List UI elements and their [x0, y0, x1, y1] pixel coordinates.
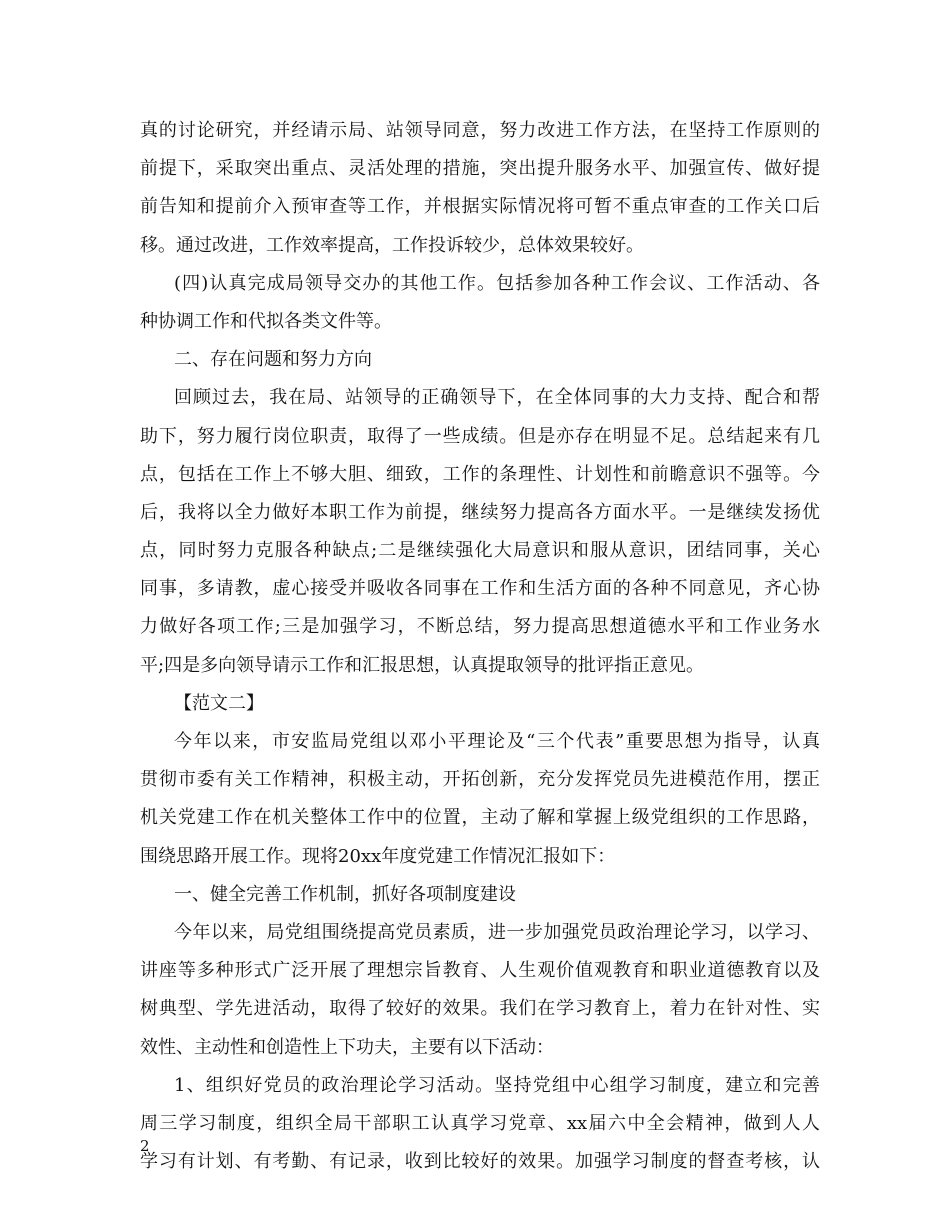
text-line: 前提下，采取突出重点、灵活处理的措施，突出提升服务水平、加强宣传、做好提	[140, 158, 820, 180]
text-line: 力做好各项工作;三是加强学习，不断总结，努力提高思想道德水平和工作业务水	[140, 616, 820, 638]
text-line: 后，我将以全力做好本职工作为前提，继续努力提高各方面水平。一是继续发扬优	[140, 501, 820, 523]
page-number: 2	[140, 1137, 150, 1155]
text-line: 1、组织好党员的政治理论学习活动。坚持党组中心组学习制度，建立和完善	[174, 1074, 820, 1096]
text-line: 平;四是多向领导请示工作和汇报思想，认真提取领导的批评指正意见。	[140, 654, 705, 676]
text-line: 移。通过改进，工作效率提高，工作投诉较少，总体效果较好。	[140, 234, 644, 256]
text-line: 回顾过去，我在局、站领导的正确领导下，在全体同事的大力支持、配合和帮	[174, 387, 820, 409]
text-line: 今年以来，市安监局党组以邓小平理论及“三个代表”重要思想为指导，认真	[174, 731, 820, 752]
text-line: 种协调工作和代拟各类文件等。	[140, 310, 392, 332]
text-line: 真的讨论研究，并经请示局、站领导同意，努力改进工作方法，在坚持工作原则的	[140, 120, 820, 141]
text-line: 助下，努力履行岗位职责，取得了一些成绩。但是亦存在明显不足。总结起来有几	[140, 425, 820, 447]
text-line: 同事，多请教，虚心接受并吸收各同事在工作和生活方面的各种不同意见，齐心协	[140, 578, 820, 600]
text-line: (四)认真完成局领导交办的其他工作。包括参加各种工作会议、工作活动、各	[174, 272, 820, 294]
text-line: 讲座等多种形式广泛开展了理想宗旨教育、人生观价值观教育和职业道德教育以及	[140, 960, 820, 982]
text-line: 一、健全完善工作机制，抓好各项制度建设	[174, 883, 516, 905]
text-line: 机关党建工作在机关整体工作中的位置，主动了解和掌握上级党组织的工作思路，	[140, 807, 820, 829]
text-line: 【范文二】	[174, 692, 264, 714]
text-line: 今年以来，局党组围绕提高党员素质，进一步加强党员政治理论学习，以学习、	[174, 921, 820, 943]
text-line: 效性、主动性和创造性上下功夫，主要有以下活动：	[140, 1036, 554, 1058]
text-line: 点，同时努力克服各种缺点;二是继续强化大局意识和服从意识，团结同事，关心	[140, 540, 820, 562]
text-line: 周三学习制度，组织全局干部职工认真学习党章、xx届六中全会精神，做到人人	[140, 1112, 820, 1134]
text-line: 点，包括在工作上不够大胆、细致，工作的条理性、计划性和前瞻意识不强等。今	[140, 463, 820, 485]
text-line: 学习有计划、有考勤、有记录，收到比较好的效果。加强学习制度的督查考核，认	[140, 1151, 820, 1173]
text-line: 树典型、学先进活动，取得了较好的效果。我们在学习教育上，着力在针对性、实	[140, 998, 820, 1020]
text-line: 前告知和提前介入预审查等工作，并根据实际情况将可暂不重点审查的工作关口后	[140, 196, 820, 218]
text-line: 围绕思路开展工作。现将20xx年度党建工作情况汇报如下：	[140, 845, 616, 867]
text-line: 贯彻市委有关工作精神，积极主动，开拓创新，充分发挥党员先进模范作用，摆正	[140, 769, 820, 791]
document-body	[140, 112, 820, 1181]
text-line: 二、存在问题和努力方向	[174, 349, 372, 371]
